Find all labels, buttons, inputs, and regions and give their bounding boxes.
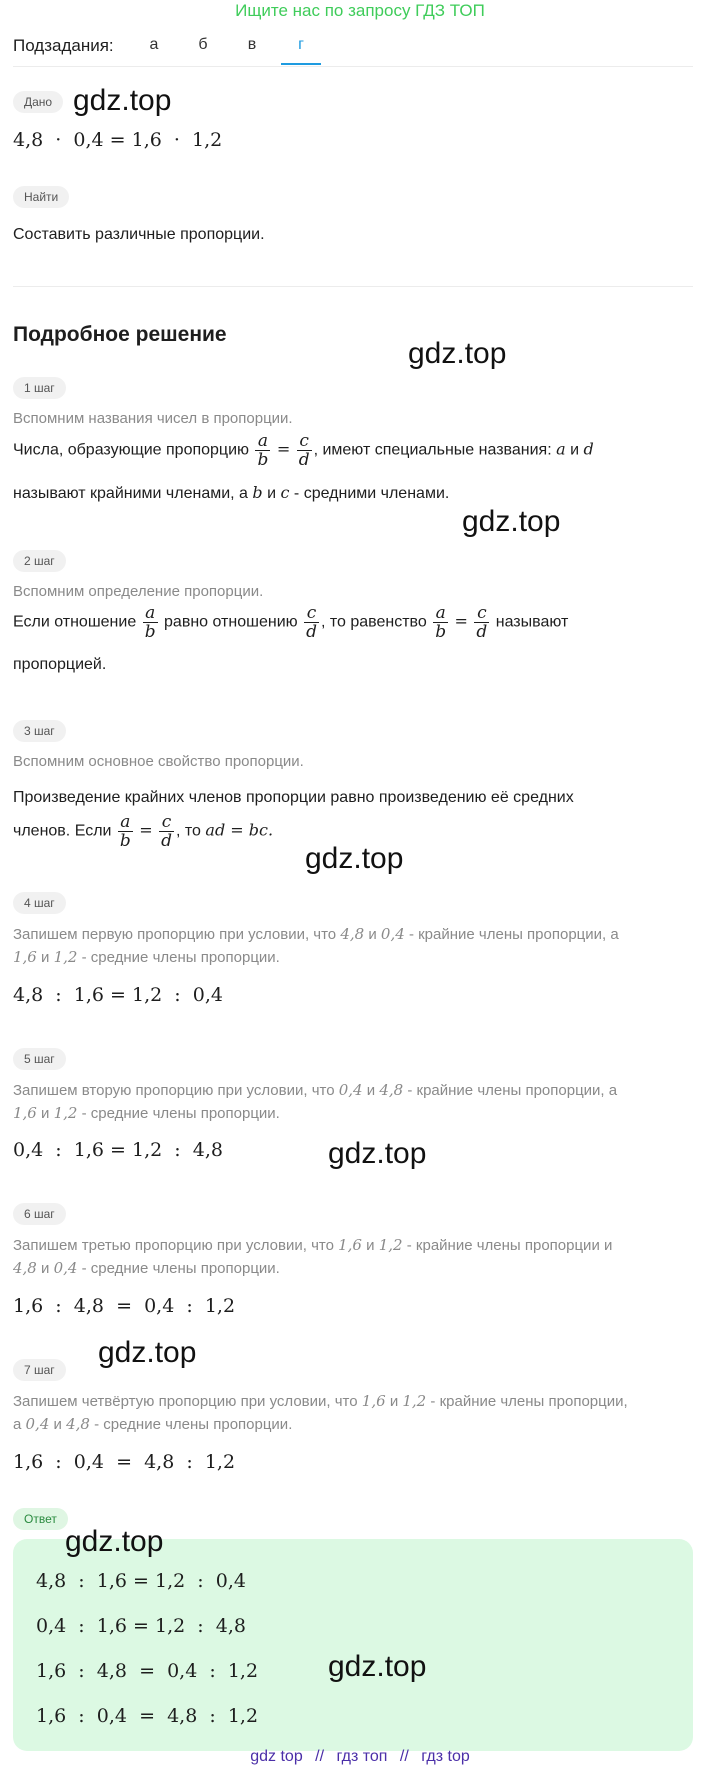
step-4-hint-1 [13,923,619,946]
fraction-a-b [433,604,448,641]
hint-text: Запишем вторую пропорцию при условии, что [13,1082,335,1099]
footer-separator: // [315,1748,325,1765]
hint-text: - крайние члены пропорции и [406,1237,613,1254]
step-6-formula: 1,6 : 4,8 = 0,4 : 1,2 [13,1295,236,1317]
watermark: gdz.top [328,1137,427,1170]
divider [13,66,693,67]
watermark: gdz.top [408,337,507,370]
step-1-hint: Вспомним названия чисел в пропорции. [13,410,293,427]
hint-text: - крайние члены пропорции, а [407,1082,618,1099]
subtasks-label: Подзадания: [13,36,114,55]
step-5-formula: 0,4 : 1,6 = 1,2 : 4,8 [13,1139,223,1161]
math-number: 1,6 [338,1236,362,1254]
footer-links [0,1748,720,1766]
tab-g[interactable]: г [298,36,304,53]
hint-text: и [41,1260,50,1277]
find-label: Найти [13,186,69,208]
answer-line-1: 4,8 : 1,6 = 1,2 : 0,4 [36,1570,246,1592]
tab-a[interactable]: а [149,36,159,53]
denominator: b [435,622,447,642]
footer-separator: // [399,1748,409,1765]
step-text: членов. Если [13,822,112,840]
step-text: Числа, образующие пропорцию [13,441,250,459]
hint-text: - средние члены пропорции. [81,1260,280,1277]
step-7-label: 7 шаг [13,1359,66,1381]
denominator: b [257,450,269,470]
hint-text: и [368,926,377,943]
step-1-label: 1 шаг [13,377,66,399]
step-text: , то [176,822,201,840]
numerator: a [118,813,133,832]
math-number: 4,8 [66,1415,90,1433]
denominator: b [119,831,131,851]
numerator: a [143,604,158,623]
step-1-line-1 [13,432,594,469]
denominator: d [298,450,310,470]
math-number: 1,6 [13,1104,37,1122]
fraction-a-b [255,432,270,469]
hint-text: - средние члены пропорции. [81,949,280,966]
math-number: 1,2 [53,1104,78,1122]
answer-line-2: 0,4 : 1,6 = 1,2 : 4,8 [36,1615,246,1637]
step-5-hint-2 [13,1102,280,1125]
step-4-hint-2 [13,946,280,969]
numerator: c [474,604,489,623]
denominator: d [476,622,488,642]
footer-link-gdz-top[interactable]: gdz top [250,1748,303,1765]
step-text: и [570,441,580,459]
step-text: называют крайними членами, а [13,485,248,502]
answer-line-4: 1,6 : 0,4 = 4,8 : 1,2 [36,1705,259,1727]
tab-b[interactable]: б [198,36,208,53]
hint-text: и [389,1393,399,1410]
step-2-label: 2 шаг [13,550,66,572]
footer-link-gdz-top-mixed[interactable]: гдз top [421,1748,470,1765]
given-formula: 4,8 · 0,4 = 1,6 · 1,2 [13,129,223,151]
active-tab-indicator [281,63,321,65]
hint-text: а [13,1416,22,1433]
hint-text: и [41,1105,50,1122]
hint-text: - средние члены пропорции. [94,1416,293,1433]
find-text: Составить различные пропорции. [13,226,265,243]
step-3-label: 3 шаг [13,720,66,742]
fraction-a-b [118,813,133,850]
math-var: b [252,483,263,502]
footer-link-gdz-top-ru[interactable]: гдз топ [336,1748,388,1765]
hint-text: - крайние члены пропорции, а [408,926,619,943]
fraction-c-d [159,813,174,850]
math-number: 4,8 [340,925,365,943]
hint-text: и [41,949,50,966]
step-7-hint-2 [13,1413,292,1436]
math-number: 0,4 [53,1259,78,1277]
step-2-line-2: пропорцией. [13,656,107,673]
answer-label: Ответ [13,1508,68,1530]
hint-text: и [366,1237,375,1254]
step-4-label: 4 шаг [13,892,66,914]
math-number: 1,6 [361,1392,386,1410]
equals-sign: = [454,611,468,631]
step-1-line-2 [13,482,449,505]
denominator: d [306,622,317,642]
divider [13,286,693,287]
step-text: называют [495,613,569,631]
hint-text: - крайние члены пропорции, [430,1393,628,1410]
numerator: a [433,604,448,623]
step-2-hint: Вспомним определение пропорции. [13,583,264,600]
numerator: c [159,813,174,832]
step-6-hint-1 [13,1234,612,1257]
denominator: b [144,622,156,642]
step-7-formula: 1,6 : 0,4 = 4,8 : 1,2 [13,1451,236,1473]
watermark: gdz.top [462,505,561,538]
step-6-hint-2 [13,1257,280,1280]
math-number: 4,8 [13,1259,37,1277]
hint-text: Запишем первую пропорцию при условии, что [13,926,337,943]
step-2-line-1 [13,604,568,641]
step-6-label: 6 шаг [13,1203,66,1225]
step-text: , то равенство [320,613,427,631]
watermark: gdz.top [65,1525,164,1558]
hint-text: Запишем четвёртую пропорцию при условии, что [13,1393,358,1410]
step-3-line-2 [13,813,273,850]
answer-line-3: 1,6 : 4,8 = 0,4 : 1,2 [36,1660,259,1682]
numerator: c [304,604,319,623]
given-label: Дано [13,91,63,113]
math-var: d [583,439,594,459]
watermark: gdz.top [73,84,172,117]
fraction-a-b [143,604,158,641]
step-4-formula: 4,8 : 1,6 = 1,2 : 0,4 [13,984,223,1006]
math-var: c [280,483,290,502]
solution-title: Подробное решение [13,323,227,346]
step-5-label: 5 шаг [13,1048,66,1070]
watermark: gdz.top [98,1336,197,1369]
math-number: 1,2 [402,1392,427,1410]
denominator: d [161,831,173,851]
step-text: , имеют специальные названия: [313,441,552,459]
fraction-c-d [297,432,312,469]
math-number: 0,4 [25,1415,50,1433]
step-5-hint-1 [13,1079,617,1102]
fraction-c-d [304,604,319,641]
numerator: a [255,432,270,451]
hint-text: и [53,1416,62,1433]
step-7-hint-1 [13,1390,628,1413]
numerator: c [297,432,312,451]
math-number: 1,2 [53,948,78,966]
step-text: Если отношение [13,613,137,631]
step-text: равно отношению [164,613,298,631]
math-number: 1,6 [13,948,37,966]
math-number: 0,4 [338,1081,363,1099]
hint-text: Запишем третью пропорцию при условии, что [13,1237,334,1254]
watermark: gdz.top [305,842,404,875]
step-3-hint: Вспомним основное свойство пропорции. [13,753,304,770]
step-3-line-1: Произведение крайних членов пропорции равно произведению её средних [13,789,574,806]
tab-v[interactable]: в [247,36,257,53]
math-expression: ad = bc. [205,820,274,840]
step-text: - средними членами. [293,485,450,502]
step-text: и [267,485,277,502]
math-number: 1,2 [378,1236,403,1254]
hint-text: - средние члены пропорции. [81,1105,280,1122]
fraction-c-d [474,604,489,641]
equals-sign: = [276,439,291,459]
math-number: 4,8 [379,1081,404,1099]
equals-sign: = [139,820,153,840]
math-var: a [556,439,566,459]
hint-text: и [366,1082,376,1099]
math-number: 0,4 [380,925,405,943]
promo-banner: Ищите нас по запросу ГДЗ ТОП [235,1,485,20]
watermark: gdz.top [328,1650,427,1683]
